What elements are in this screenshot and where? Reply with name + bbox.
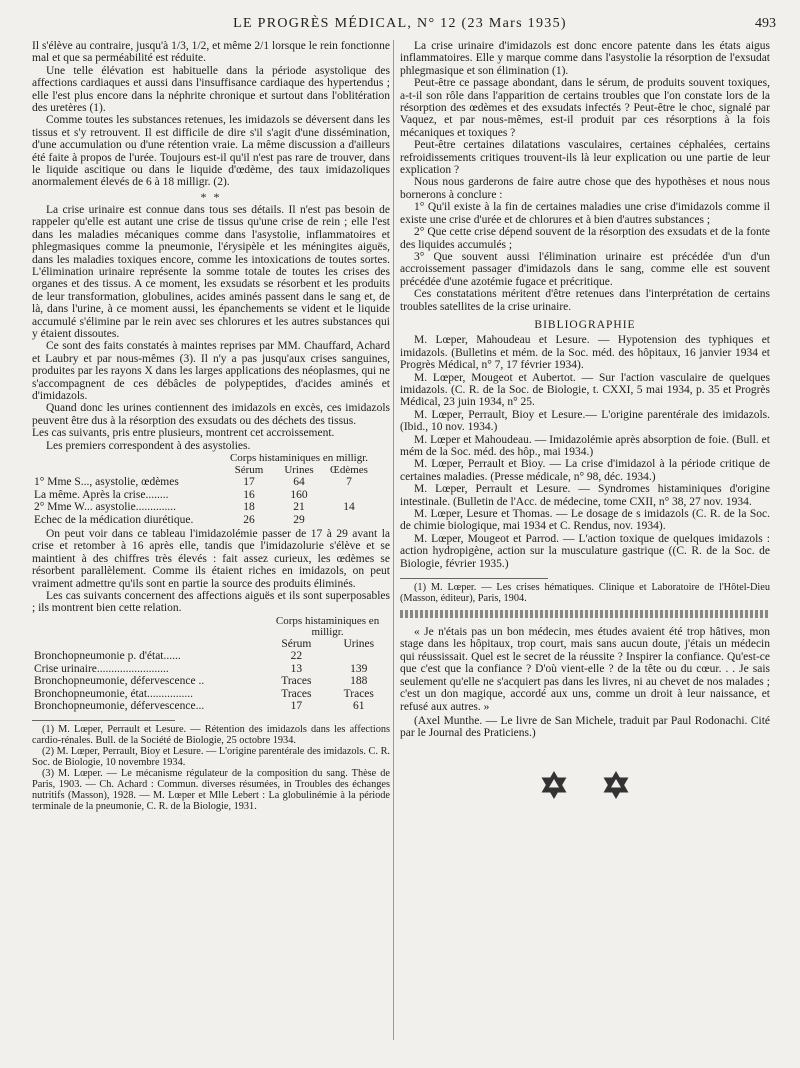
paragraph: Quand donc les urines contiennent des imidazols en excès, ces imidazols peuvent être dus à la résorption des exsudats ou des déchets des tissus. <box>32 402 390 427</box>
row-label: Crise urinaire......................... <box>34 662 169 675</box>
hexagram-ornament-icon <box>601 770 631 800</box>
bibliography-entry: M. Lœper, Lesure et Thomas. — Le dosage de s imidazols (C. R. de la Soc. de chimie biologique, mai 1934 et C. Rendus, nov. 1934). <box>400 508 770 533</box>
paragraph: Comme toutes les substances retenues, les imidazols se déversent dans les tissus et s'y retrouvent. Il est difficile de dire s'il s'agit d'une dissémination, d'une accumulation ou d'une rétention vraie. La même discussion a d'ailleurs été faite à propos de l'urée. Toujours est-il qu'il n'est pas rare de trouver, dans le liquide ascitique ou dans le liquide d'œdème, des taux imidazoliques anormalement élevés de 6 à 18 milligr. (2). <box>32 114 390 189</box>
paragraph: Les cas suivants concernent des affections aiguës et ils sont superposables ; ils montrent bien cette relation. <box>32 590 390 615</box>
row-label: 1° Mme S..., asystolie, œdèmes <box>34 476 179 489</box>
section-asterism: * * <box>200 189 222 204</box>
row-label: Echec de la médication diurétique. <box>34 513 194 526</box>
paragraph: Ces constatations méritent d'être retenues dans l'interprétation de certains troubles satellites de la crise urinaire. <box>400 288 770 313</box>
paragraph: On peut voir dans ce tableau l'imidazolémie passer de 17 à 29 avant la crise et retomber à 16 après elle, tandis que l'imidazolurie s'élève et se maintient à des chiffres très élevés : fait assez curieux, les œdèmes se résorbent parallèlement. Comme ils étaient riches en imidazols, on peut vraiment admettre qu'ils sont en partie la source des produits éliminés. <box>32 528 390 590</box>
row-label: Bronchopneumonie p. d'état...... <box>34 650 181 663</box>
bibliography-entry: M. Lœper, Mougeot et Aubertot. — Sur l'action vasculaire de quelques imidazols. (C. R. de la Soc. de Biologie, t. CXXI, 5 mai 1934, p. 35 et Progrès Médical, 23 juin 1934, n° 25. <box>400 371 770 409</box>
footnotes <box>32 724 390 812</box>
table-row <box>32 688 390 700</box>
left-column <box>32 40 390 812</box>
cell: 21 <box>293 501 305 514</box>
cell: 18 <box>243 501 255 514</box>
cell: 13 <box>290 662 303 675</box>
cell: 160 <box>290 488 308 501</box>
table-row <box>32 650 390 662</box>
row-label: La même. Après la crise........ <box>34 488 169 501</box>
cell: 17 <box>243 476 255 489</box>
bibliography-entry: M. Lœper, Mougeot et Parrod. — L'action toxique de quelques imidazols : action hydropigène, action sur la musculature gastrique ((C. R. de la Soc. de Biologie, février 1935.) <box>400 532 770 570</box>
running-title: LE PROGRÈS MÉDICAL, N° 12 (23 Mars 1935) <box>233 16 567 31</box>
footnote-rule <box>400 578 548 579</box>
cell: Traces <box>343 687 374 700</box>
table-row <box>32 476 374 488</box>
row-label: Bronchopneumonie, défervescence .. <box>34 675 205 688</box>
column-header: Sérum <box>281 637 312 650</box>
footnote-rule <box>32 720 175 721</box>
column-header: Urines <box>343 637 375 650</box>
row-label: Bronchopneumonie, état................ <box>34 687 194 700</box>
footnote: (3) M. Lœper. — Le mécanisme régulateur de la composition du sang. Thèse de Paris, 1903. — Ch. Achard : Commun. diverses résumées, in Troubles des échanges nutritifs (Masson), 1928. — M. Lœper et Mlle Lebert : La globulinémie à la période terminale de la pneumonie, C. R. de la Biologie, 1931. <box>32 768 390 813</box>
cell: 14 <box>343 501 355 514</box>
table-row <box>32 489 374 501</box>
cell: Traces <box>281 687 312 700</box>
table-row <box>32 501 374 513</box>
cell: 22 <box>290 650 303 663</box>
footnote: (1) M. Lœper, Perrault et Lesure. — Rétention des imidazols dans les affections cardio-rénales. Bull. de la Société de Biologie, 25 octobre 1934. <box>32 724 390 747</box>
footnote <box>400 582 770 604</box>
cell: 139 <box>350 662 368 675</box>
table-row <box>32 700 390 712</box>
hexagram-ornament-icon <box>539 770 569 800</box>
cell: Traces <box>281 675 312 688</box>
bibliography-entry: M. Lœper, Mahoudeau et Lesure. — Hypotension des typhiques et imidazols. (Bulletins et mém. de la Soc. méd. des hôpitaux, 16 janvier 1934 et Progrès Médical, n° 7, 17 février 1934). <box>400 334 770 372</box>
bibliography-entry: M. Lœper et Mahoudeau. — Imidazolémie après absorption de foie. (Bull. et mém de la Soc. méd. des hôp., mai 1934.) <box>400 433 770 458</box>
paragraph: Il s'élève au contraire, jusqu'à 1/3, 1/2, et même 2/1 lorsque le rein fonctionne mal et que sa perméabilité est réduite. <box>32 40 390 65</box>
cell: 26 <box>243 513 255 526</box>
cell: 7 <box>346 476 352 489</box>
cell: 188 <box>350 675 368 688</box>
cell: 29 <box>293 513 305 526</box>
running-head <box>0 16 800 36</box>
cell <box>324 514 374 526</box>
ornamental-divider <box>400 610 770 618</box>
cell: 17 <box>290 699 303 712</box>
cell: 61 <box>353 699 365 712</box>
cell: 16 <box>243 488 255 501</box>
quote-attribution: (Axel Munthe. — Le livre de San Michele, traduit par Paul Rodonachi. Cité par le Journal des Praticiens.) <box>400 714 770 740</box>
table-header: Corps histaminiques en milligr. <box>229 452 369 464</box>
affections-aigues-table <box>32 616 390 712</box>
page-number: 493 <box>755 16 776 31</box>
paragraph: 2° Que cette crise dépend souvent de la résorption des exsudats et de la fonte des liquides accumulés ; <box>400 226 770 251</box>
paragraph: 1° Qu'il existe à la fin de certaines maladies une crise d'imidazols comme il existe une crise d'urée et de chlorures et à bien d'autres substances ; <box>400 201 770 226</box>
asystolie-table <box>32 453 374 526</box>
column-header: Sérum <box>234 464 264 476</box>
paragraph: Peut-être certaines dilatations vasculaires, certaines céphalées, certains refroidissements critiques trouvent-ils là leur explication ou une partie de leur explication ? <box>400 139 770 177</box>
table-row <box>32 514 374 526</box>
cell: 64 <box>293 476 305 489</box>
column-header: Urines <box>284 464 314 476</box>
quote-text: « Je n'étais pas un bon médecin, mes études avaient été trop hâtives, mon stage dans les hôpitaux, trop court, mais sans aucun doute, j'étais un médecin qui réussissait. Quel est le secret de la réussite ? Inspirer la confiance. Qu'est-ce que c'est que la confiance ? D'où vient-elle ? de la tête ou du cœur. . . Je sais seulement qu'elle ne s'acquiert pas dans les livres, ni au chevet de nos malades ; c'est un don magique, accordé aux uns, comme un droit à leur naissance, et refusé aux autres. » <box>400 626 770 713</box>
table-header: Corps histaminiques en milligr. <box>275 614 380 638</box>
row-label: Bronchopneumonie, défervescence... <box>34 699 205 712</box>
paragraph: La crise urinaire d'imidazols est donc encore patente dans les états aigus inflammatoires. Elle y marque comme dans l'asystolie la résorption de l'exsudat phlegmasique et son élimination (1). <box>400 40 770 77</box>
table-row <box>32 663 390 675</box>
bibliography-entry: M. Lœper, Perrault et Bioy. — La crise d'imidazol à la période critique de certaines maladies. (Presse médicale, n° 98, déc. 1934.) <box>400 458 770 483</box>
paragraph: Les cas suivants, pris entre plusieurs, montrent cet accroissement. <box>32 427 335 440</box>
paragraph: Les premiers correspondent à des asystolies. <box>46 439 251 452</box>
right-column <box>400 40 770 800</box>
bibliography-heading: BIBLIOGRAPHIE <box>534 318 636 331</box>
bibliography-entry: M. Lœper, Perrault, Bioy et Lesure.— L'origine parentérale des imidazols. (Ibid., 10 nov. 1934.) <box>400 408 770 434</box>
paragraph: Une telle élévation est habituelle dans la période asystolique des affections cardiaques et aussi dans l'insuffisance cardiaque des hypertendus ; elle l'est plus encore dans la néphrite chronique et surtout dans l'oblitération des uretères (1). <box>32 64 390 115</box>
paragraph: La crise urinaire est connue dans tous ses détails. Il n'est pas besoin de rappeler qu'elle est autant une crise de tissus qu'une crise de rein ; elle l'est dans les maladies mécaniques comme dans l'asystolie, inflammatoires et phlegmasiques comme la pneumonie, l'érysipèle et les méningites aiguës, dans les maladies toxiques encore, comme les intoxications de toutes sortes. L'élimination urinaire représente la somme totale de toutes les crises des organes et des tissus. A ce moment, les exsudats se résorbent et les produits de leur transformation, globulines, acides aminés passent dans le sang et, de là, dans l'urine, à ce moment aussi, les épanchements se vident et le liquide accumulé s'élimine par le rein avec ses chlorures et les autres substances qui y étaient dissoutes. <box>32 203 390 340</box>
cell <box>324 489 374 501</box>
column-divider <box>393 40 394 1040</box>
paragraph: Nous nous garderons de faire autre chose que des hypothèses et nous nous bornerons à conclure : <box>400 176 770 201</box>
cell <box>328 650 390 662</box>
table-row <box>32 675 390 687</box>
bibliography-entry: M. Lœper, Perrault et Lesure. — Syndromes histaminiques d'origine intestinale. (Bulletin de l'Acc. de médecine, tome CXII, n° 38, 27 nov. 1934. <box>400 483 770 508</box>
quotation <box>400 626 770 740</box>
bibliography <box>400 334 770 570</box>
row-label: 2° Mme W... asystolie.............. <box>34 501 176 514</box>
footnote-text: (1) M. Lœper. — Les crises hématiques. Clinique et Laboratoire de l'Hôtel-Dieu (Masson, éditeur), Paris, 1904. <box>400 582 770 605</box>
footnote: (2) M. Lœper, Perrault, Bioy et Lesure. — L'origine parentérale des imidazols. C. R. Soc. de Biologie, 10 novembre 1934. <box>32 746 391 769</box>
paragraph: Ce sont des faits constatés à maintes reprises par MM. Chauffard, Achard et Laubry et par nous-mêmes (3). Il n'y a pas jusqu'aux crises sanguines, produites par les rayons X dans les larges applications des néoplasmes, qui ne s'accompagnent de ces débâcles de polypeptides, d'acides aminés et d'imidazols. <box>32 340 390 402</box>
column-header: Œdèmes <box>330 464 368 476</box>
paragraph: Peut-être ce passage abondant, dans le sérum, de produits souvent toxiques, a-t-il son rôle dans l'apparition de certains troubles que l'on constate lors de la résorption des œdèmes et des exsudats infectés ? Peut-être le choc, signalé par Vaquez, et par nous-mêmes, est-il produit par ces résorptions à la fois mécaniques et toxiques ? <box>400 77 770 139</box>
paragraph: 3° Que souvent aussi l'élimination urinaire est précédée d'un d'un accroissement passager d'imidazols dans le sang, comme elle est souvent précédée d'une azotémie fugace et précritique. <box>400 250 770 288</box>
ornament-group <box>400 770 770 800</box>
